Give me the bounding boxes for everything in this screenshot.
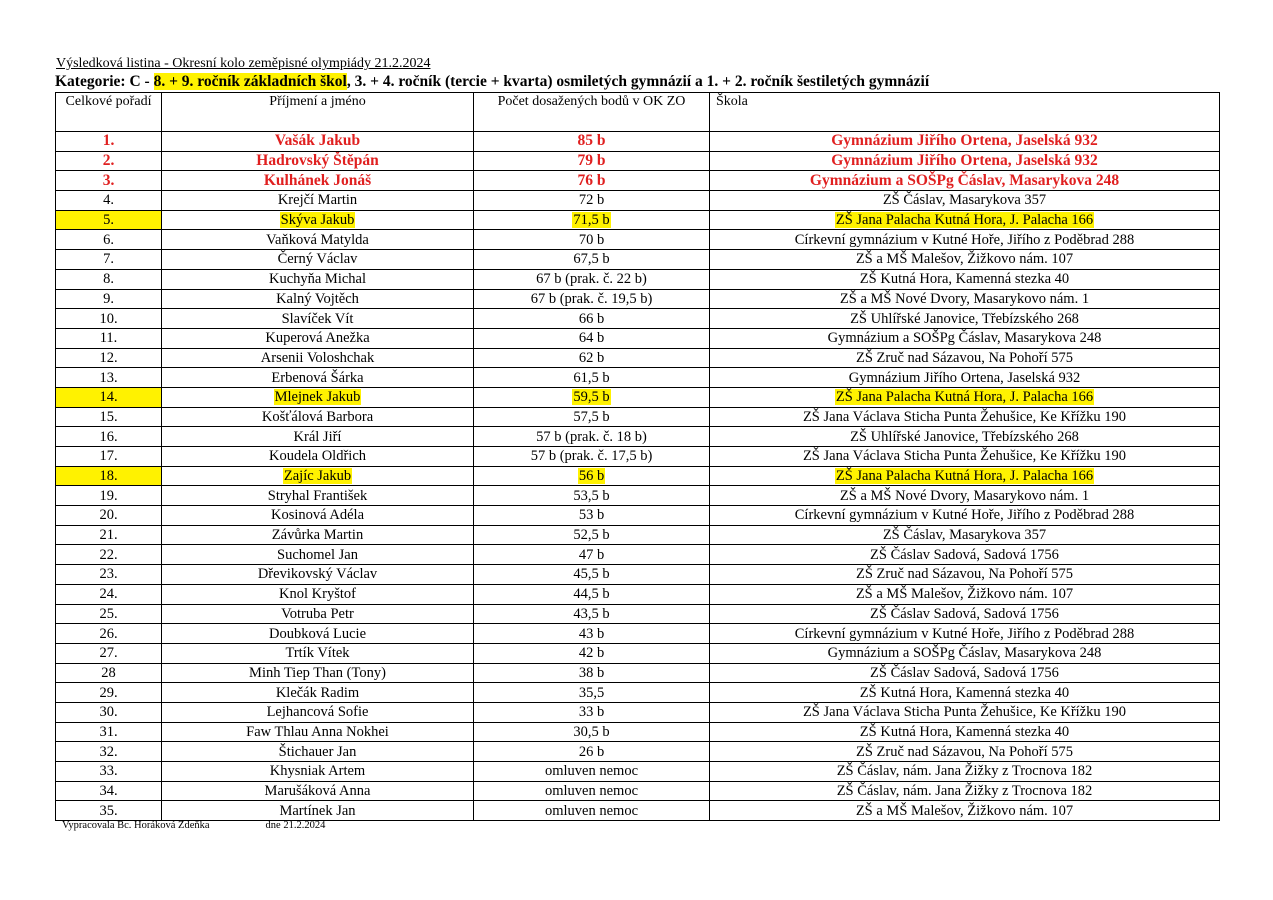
cell-name: Štichauer Jan: [162, 742, 474, 762]
cell-school: Gymnázium a SOŠPg Čáslav, Masarykova 248: [710, 328, 1220, 348]
cell-name: Doubková Lucie: [162, 624, 474, 644]
cell-rank: 15.: [56, 407, 162, 427]
cell-points: 30,5 b: [474, 722, 710, 742]
cell-rank: 2.: [56, 151, 162, 171]
category-line: [55, 73, 929, 91]
table-row: [56, 584, 1220, 604]
cell-rank: 17.: [56, 447, 162, 467]
cell-name: Slavíček Vít: [162, 309, 474, 329]
cell-name: Stryhal František: [162, 486, 474, 506]
cell-points: 57 b (prak. č. 18 b): [474, 427, 710, 447]
cell-rank: 9.: [56, 289, 162, 309]
results-rows: [56, 132, 1220, 821]
cell-rank: 31.: [56, 722, 162, 742]
cell-rank: 26.: [56, 624, 162, 644]
cell-rank: 16.: [56, 427, 162, 447]
highlighted-text: 56 b: [578, 468, 605, 485]
highlighted-text: Mlejnek Jakub: [274, 389, 361, 406]
footer-date: dne 21.2.2024: [265, 820, 326, 831]
cell-name: Kuperová Anežka: [162, 328, 474, 348]
cell-rank: 12.: [56, 348, 162, 368]
cell-rank: 20.: [56, 506, 162, 526]
table-row: [56, 525, 1220, 545]
cell-name: Koudela Oldřich: [162, 447, 474, 467]
cell-name: Král Jiří: [162, 427, 474, 447]
cell-school: ZŠ a MŠ Malešov, Žižkovo nám. 107: [710, 584, 1220, 604]
cell-school: ZŠ Čáslav, Masarykova 357: [710, 191, 1220, 211]
cell-school: ZŠ Jana Václava Sticha Punta Žehušice, Ke Křížku 190: [710, 407, 1220, 427]
cell-name: Minh Tiep Than (Tony): [162, 663, 474, 683]
table-row: [56, 250, 1220, 270]
cell-name: Kosinová Adéla: [162, 506, 474, 526]
cell-name: Erbenová Šárka: [162, 368, 474, 388]
cell-school: ZŠ Zruč nad Sázavou, Na Pohoří 575: [710, 348, 1220, 368]
cell-school: Gymnázium Jiřího Ortena, Jaselská 932: [710, 132, 1220, 152]
cell-name: Hadrovský Štěpán: [162, 151, 474, 171]
cell-name: Černý Václav: [162, 250, 474, 270]
table-row: [56, 230, 1220, 250]
cell-name: Martínek Jan: [162, 801, 474, 821]
highlighted-text: Zajíc Jakub: [283, 468, 352, 485]
cell-rank: 27.: [56, 643, 162, 663]
cell-school: ZŠ Kutná Hora, Kamenná stezka 40: [710, 683, 1220, 703]
cell-rank: 11.: [56, 328, 162, 348]
cell-school: ZŠ Zruč nad Sázavou, Na Pohoří 575: [710, 742, 1220, 762]
cell-rank: 29.: [56, 683, 162, 703]
cell-points: 61,5 b: [474, 368, 710, 388]
cell-school: ZŠ Čáslav Sadová, Sadová 1756: [710, 545, 1220, 565]
cell-school: ZŠ a MŠ Nové Dvory, Masarykovo nám. 1: [710, 289, 1220, 309]
cell-points: 67,5 b: [474, 250, 710, 270]
highlighted-text: 71,5 b: [573, 212, 610, 229]
cell-name: Kuchyňa Michal: [162, 269, 474, 289]
cell-name: Votruba Petr: [162, 604, 474, 624]
cell-school: ZŠ Čáslav, nám. Jana Žižky z Trocnova 182: [710, 781, 1220, 801]
cell-rank: 33.: [56, 762, 162, 782]
highlighted-text: ZŠ Jana Palacha Kutná Hora, J. Palacha 166: [835, 468, 1094, 485]
cell-rank: 18.: [56, 466, 162, 486]
cell-name: Lejhancová Sofie: [162, 702, 474, 722]
cell-name: Košťálová Barbora: [162, 407, 474, 427]
table-row: [56, 663, 1220, 683]
cell-rank: 28: [56, 663, 162, 683]
cell-points: omluven nemoc: [474, 762, 710, 782]
cell-rank: 10.: [56, 309, 162, 329]
cell-points: 70 b: [474, 230, 710, 250]
table-row: [56, 427, 1220, 447]
cell-points: 47 b: [474, 545, 710, 565]
cell-rank: 8.: [56, 269, 162, 289]
table-row: [56, 643, 1220, 663]
cell-school: [710, 387, 1220, 407]
cell-school: ZŠ Uhlířské Janovice, Třebízského 268: [710, 427, 1220, 447]
cell-school: ZŠ Kutná Hora, Kamenná stezka 40: [710, 722, 1220, 742]
category-highlight: 8. + 9. ročník základních škol: [153, 73, 347, 90]
cell-points: 26 b: [474, 742, 710, 762]
table-row: [56, 368, 1220, 388]
highlighted-text: 59,5 b: [573, 389, 610, 406]
cell-school: ZŠ a MŠ Malešov, Žižkovo nám. 107: [710, 250, 1220, 270]
results-table: [55, 92, 1220, 821]
cell-school: ZŠ Čáslav Sadová, Sadová 1756: [710, 604, 1220, 624]
table-row: [56, 171, 1220, 191]
cell-name: Faw Thlau Anna Nokhei: [162, 722, 474, 742]
cell-school: ZŠ Čáslav Sadová, Sadová 1756: [710, 663, 1220, 683]
cell-rank: 24.: [56, 584, 162, 604]
cell-points: 85 b: [474, 132, 710, 152]
cell-points: 67 b (prak. č. 22 b): [474, 269, 710, 289]
table-row: [56, 407, 1220, 427]
cell-points: omluven nemoc: [474, 781, 710, 801]
cell-points: 57,5 b: [474, 407, 710, 427]
cell-name: Marušáková Anna: [162, 781, 474, 801]
cell-rank: 7.: [56, 250, 162, 270]
cell-points: 45,5 b: [474, 565, 710, 585]
cell-rank: 34.: [56, 781, 162, 801]
cell-school: Církevní gymnázium v Kutné Hoře, Jiřího z Poděbrad 288: [710, 624, 1220, 644]
cell-name: Krejčí Martin: [162, 191, 474, 211]
cell-points: [474, 210, 710, 230]
cell-name: Vašák Jakub: [162, 132, 474, 152]
header-row: [56, 93, 1220, 132]
cell-points: 43 b: [474, 624, 710, 644]
highlighted-text: ZŠ Jana Palacha Kutná Hora, J. Palacha 166: [835, 212, 1094, 229]
cell-school: ZŠ Čáslav, nám. Jana Žižky z Trocnova 182: [710, 762, 1220, 782]
footer: [62, 820, 325, 831]
cell-points: 64 b: [474, 328, 710, 348]
table-row: [56, 348, 1220, 368]
category-prefix: Kategorie: C -: [55, 73, 154, 90]
table-row: [56, 801, 1220, 821]
cell-school: ZŠ Čáslav, Masarykova 357: [710, 525, 1220, 545]
cell-rank: 14.: [56, 387, 162, 407]
cell-name: [162, 387, 474, 407]
footer-author: Vypracovala Bc. Horáková Zdeňka: [62, 820, 210, 831]
table-row: [56, 506, 1220, 526]
cell-name: Závůrka Martin: [162, 525, 474, 545]
table-row: [56, 722, 1220, 742]
cell-rank: 19.: [56, 486, 162, 506]
cell-points: 67 b (prak. č. 19,5 b): [474, 289, 710, 309]
cell-points: 62 b: [474, 348, 710, 368]
header-rank: Celkové pořadí: [56, 93, 162, 132]
cell-points: 76 b: [474, 171, 710, 191]
highlighted-text: ZŠ Jana Palacha Kutná Hora, J. Palacha 166: [835, 389, 1094, 406]
cell-name: Kulhánek Jonáš: [162, 171, 474, 191]
cell-school: Gymnázium a SOŠPg Čáslav, Masarykova 248: [710, 171, 1220, 191]
cell-school: Gymnázium a SOŠPg Čáslav, Masarykova 248: [710, 643, 1220, 663]
cell-rank: 21.: [56, 525, 162, 545]
cell-rank: 13.: [56, 368, 162, 388]
table-row: [56, 132, 1220, 152]
cell-rank: 32.: [56, 742, 162, 762]
cell-name: Vaňková Matylda: [162, 230, 474, 250]
table-row: [56, 151, 1220, 171]
header-school: Škola: [710, 93, 1220, 132]
cell-school: Gymnázium Jiřího Ortena, Jaselská 932: [710, 151, 1220, 171]
table-row: [56, 545, 1220, 565]
cell-points: 66 b: [474, 309, 710, 329]
cell-points: 79 b: [474, 151, 710, 171]
cell-name: [162, 210, 474, 230]
cell-rank: 4.: [56, 191, 162, 211]
document-title: Výsledková listina - Okresní kolo zeměpisné olympiády 21.2.2024: [56, 56, 431, 71]
cell-points: 57 b (prak. č. 17,5 b): [474, 447, 710, 467]
cell-points: [474, 466, 710, 486]
table-row: [56, 328, 1220, 348]
table-row: [56, 447, 1220, 467]
cell-points: 72 b: [474, 191, 710, 211]
cell-points: 53,5 b: [474, 486, 710, 506]
cell-name: Knol Kryštof: [162, 584, 474, 604]
cell-rank: 35.: [56, 801, 162, 821]
table-row: [56, 191, 1220, 211]
cell-name: Dřevikovský Václav: [162, 565, 474, 585]
cell-points: 43,5 b: [474, 604, 710, 624]
cell-rank: 23.: [56, 565, 162, 585]
table-row: [56, 624, 1220, 644]
table-row: [56, 565, 1220, 585]
cell-school: Církevní gymnázium v Kutné Hoře, Jiřího z Poděbrad 288: [710, 230, 1220, 250]
table-row: [56, 387, 1220, 407]
cell-name: [162, 466, 474, 486]
cell-school: ZŠ a MŠ Malešov, Žižkovo nám. 107: [710, 801, 1220, 821]
table-row: [56, 289, 1220, 309]
cell-rank: 1.: [56, 132, 162, 152]
category-rest: , 3. + 4. ročník (tercie + kvarta) osmiletých gymnázií a 1. + 2. ročník šestiletých gymnázií: [346, 73, 930, 90]
cell-points: 35,5: [474, 683, 710, 703]
cell-points: 42 b: [474, 643, 710, 663]
cell-points: 33 b: [474, 702, 710, 722]
table-row: [56, 762, 1220, 782]
table-row: [56, 702, 1220, 722]
table-row: [56, 466, 1220, 486]
cell-name: Khysniak Artem: [162, 762, 474, 782]
cell-rank: 3.: [56, 171, 162, 191]
cell-school: ZŠ Kutná Hora, Kamenná stezka 40: [710, 269, 1220, 289]
cell-rank: 25.: [56, 604, 162, 624]
cell-school: Gymnázium Jiřího Ortena, Jaselská 932: [710, 368, 1220, 388]
cell-name: Kalný Vojtěch: [162, 289, 474, 309]
cell-points: 53 b: [474, 506, 710, 526]
cell-school: ZŠ Jana Václava Sticha Punta Žehušice, Ke Křížku 190: [710, 447, 1220, 467]
cell-name: Suchomel Jan: [162, 545, 474, 565]
cell-rank: 6.: [56, 230, 162, 250]
cell-school: ZŠ Zruč nad Sázavou, Na Pohoří 575: [710, 565, 1220, 585]
cell-points: omluven nemoc: [474, 801, 710, 821]
cell-rank: 22.: [56, 545, 162, 565]
table-row: [56, 269, 1220, 289]
cell-name: Arsenii Voloshchak: [162, 348, 474, 368]
header-points: Počet dosažených bodů v OK ZO: [474, 93, 710, 132]
cell-school: [710, 210, 1220, 230]
table-row: [56, 486, 1220, 506]
cell-name: Trtík Vítek: [162, 643, 474, 663]
cell-school: Církevní gymnázium v Kutné Hoře, Jiřího z Poděbrad 288: [710, 506, 1220, 526]
cell-school: [710, 466, 1220, 486]
table-row: [56, 781, 1220, 801]
header-name: Příjmení a jméno: [162, 93, 474, 132]
cell-points: [474, 387, 710, 407]
table-row: [56, 604, 1220, 624]
cell-points: 44,5 b: [474, 584, 710, 604]
highlighted-text: Skýva Jakub: [280, 212, 355, 229]
cell-rank: 30.: [56, 702, 162, 722]
table-row: [56, 742, 1220, 762]
table-row: [56, 210, 1220, 230]
cell-points: 52,5 b: [474, 525, 710, 545]
table-row: [56, 683, 1220, 703]
cell-school: ZŠ Jana Václava Sticha Punta Žehušice, Ke Křížku 190: [710, 702, 1220, 722]
cell-school: ZŠ a MŠ Nové Dvory, Masarykovo nám. 1: [710, 486, 1220, 506]
cell-name: Klečák Radim: [162, 683, 474, 703]
cell-rank: 5.: [56, 210, 162, 230]
cell-points: 38 b: [474, 663, 710, 683]
cell-school: ZŠ Uhlířské Janovice, Třebízského 268: [710, 309, 1220, 329]
table-row: [56, 309, 1220, 329]
